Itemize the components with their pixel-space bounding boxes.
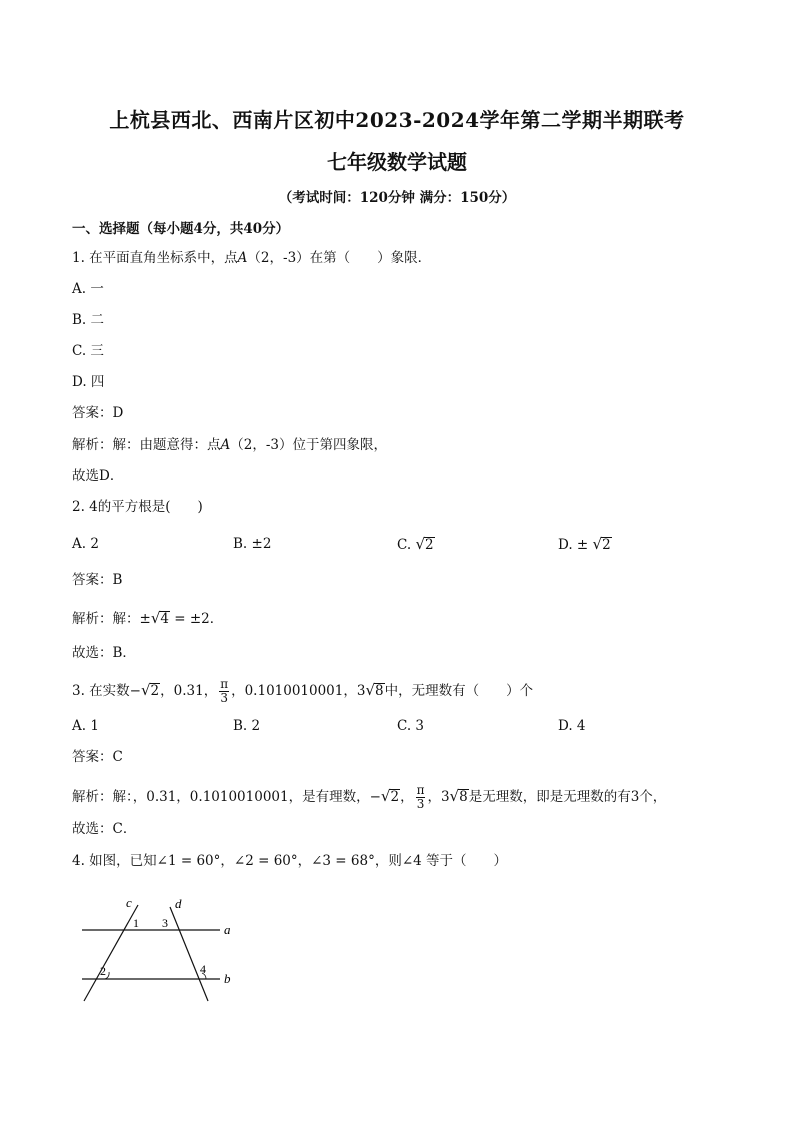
q1-option-d: D. 四 [72, 374, 105, 390]
q1-option-a: A. 一 [72, 281, 104, 297]
q3-answer: 答案：C [72, 749, 123, 765]
q2-conclusion: 故选：B． [72, 645, 136, 661]
q2-analysis: 解析：解：±√4 = ±2． [72, 609, 224, 627]
q2-option-c: C. √2 [397, 535, 434, 553]
q3-option-a: A. 1 [72, 718, 99, 734]
q2-option-a: A. 2 [72, 536, 99, 552]
exam-subtitle: 七年级数学试题 [327, 150, 467, 174]
label-d: d [175, 896, 182, 911]
sqrt-symbol: √ [449, 787, 460, 805]
question-1-stem: 1. 在平面直角坐标系中，点A（2，-3）在第（ ）象限． [72, 250, 432, 266]
label-angle-3: 3 [162, 916, 168, 930]
label-b: b [224, 971, 231, 986]
sqrt-symbol: √ [415, 535, 425, 553]
label-c: c [126, 895, 132, 910]
label-angle-2: 2 [100, 964, 106, 978]
label-angle-1: 1 [133, 916, 139, 930]
question-4-stem: 4. 如图，已知∠1 = 60°，∠2 = 60°，∠3 = 68°，则∠4 等于（ ） [72, 853, 508, 869]
q2-answer: 答案：B [72, 572, 123, 588]
q1-option-c: C. 三 [72, 343, 104, 359]
label-angle-4: 4 [200, 962, 206, 976]
sqrt-symbol: √ [592, 535, 603, 553]
q1-option-b: B. 二 [72, 312, 105, 328]
line-d [170, 907, 208, 1001]
parallel-lines-figure [76, 895, 256, 1005]
q2-option-b: B. ±2 [233, 536, 272, 552]
pi-over-3: $\frac{\pi}{3}$ [220, 677, 229, 705]
q1-conclusion: 故选D． [72, 468, 124, 484]
q3-option-c: C. 3 [397, 718, 425, 734]
q3-option-d: D. 4 [558, 718, 586, 734]
q2-option-d: D. ± √2 [558, 535, 611, 553]
label-a: a [224, 922, 231, 937]
section-heading: 一、选择题（每小题4分，共40分） [72, 221, 290, 237]
line-c [84, 905, 138, 1001]
exam-info: （考试时间：120分钟 满分：150分） [278, 190, 516, 206]
question-2-stem: 2. 4的平方根是( ) [72, 499, 203, 515]
q1-answer: 答案：D [72, 405, 124, 421]
q1-analysis: 解析：解：由题意得：点A（2，-3）位于第四象限， [72, 437, 387, 453]
sqrt-symbol: √ [365, 681, 376, 699]
sqrt-symbol: √ [140, 681, 151, 699]
sqrt-symbol: √ [380, 787, 391, 805]
exam-title: 上杭县西北、西南片区初中2023-2024学年第二学期半期联考 [109, 108, 685, 132]
q3-analysis: 解析：解：，0.31，0.1010010001，是有理数，−√2， $\frac{\pi}{3}$ ，3√8是无理数，即是无理数的有3个， [72, 783, 667, 811]
q3-conclusion: 故选：C． [72, 821, 137, 837]
pi-over-3: $\frac{\pi}{3}$ [416, 783, 425, 811]
sqrt-symbol: √ [150, 609, 161, 627]
question-3-stem: 3. 在实数−√2，0.31， $\frac{\pi}{3}$ ，0.1010010001，3√8中，无理数有（ ）个 [72, 677, 534, 705]
q3-option-b: B. 2 [233, 718, 261, 734]
